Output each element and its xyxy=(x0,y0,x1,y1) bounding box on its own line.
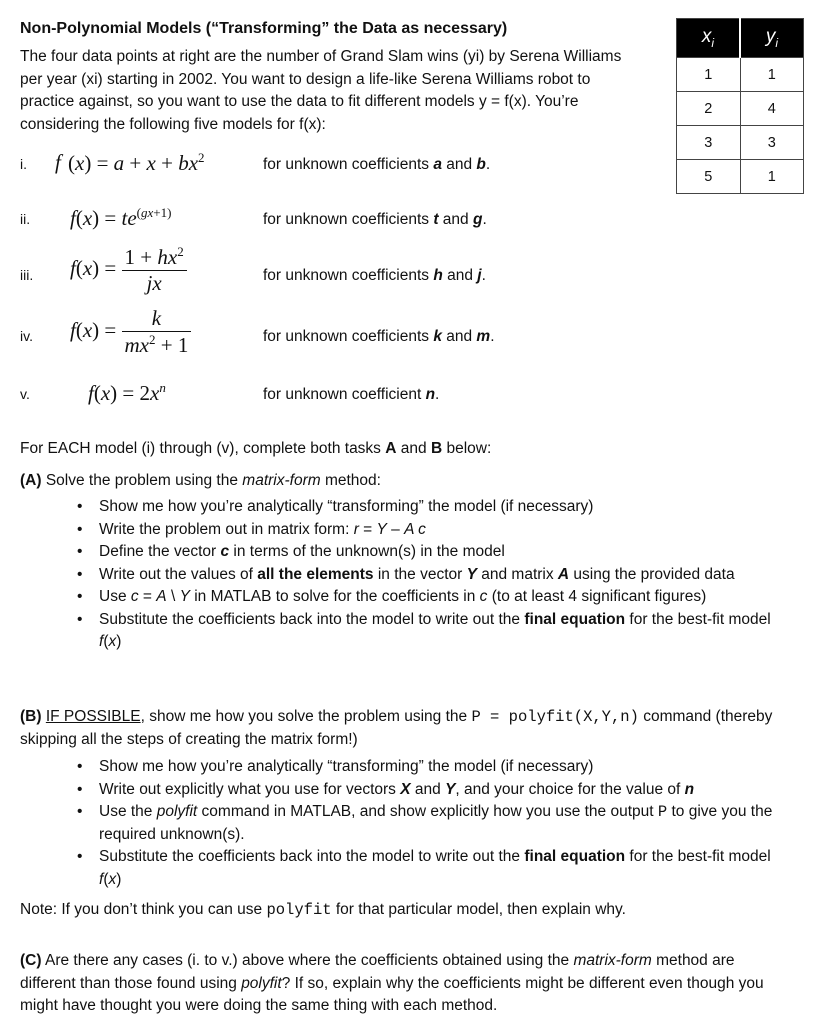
part-c-paragraph: (C) Are there any cases (i. to v.) above where the coefficients obtained using the matrix-form method are different than those found using polyfit? If so, explain why the coefficients might be different even though you might have thought you were doing the same thing with each method. xyxy=(20,952,764,1014)
model-iv xyxy=(0,306,670,371)
table-row xyxy=(677,58,804,92)
model-i xyxy=(0,150,670,190)
table-row xyxy=(677,92,804,126)
formula-i-rest: $(x) = a + x + bx^2$ xyxy=(68,150,205,175)
model-desc: for unknown coefficients h and j. xyxy=(263,267,486,284)
cell: 3 xyxy=(677,126,741,160)
note-line: Note: If you don’t think you can use polyfit for that particular model, then explain why. xyxy=(20,901,626,919)
model-iii xyxy=(0,240,670,305)
page-title: Non-Polynomial Models (“Transforming” the Data as necessary) xyxy=(20,20,508,37)
model-v xyxy=(0,378,670,418)
cell: 1 xyxy=(740,58,804,92)
list-item: • Show me how you’re analytically “transforming” the model (if necessary) xyxy=(77,496,797,519)
model-desc: for unknown coefficients a and b. xyxy=(263,156,491,173)
list-item: • Define the vector c in terms of the unknown(s) in the model xyxy=(77,541,797,564)
cell: 1 xyxy=(740,160,804,194)
part-b-list xyxy=(77,756,797,891)
list-item: • Substitute the coefficients back into the model to write out the final equation for the best-fit model f(x) xyxy=(77,846,797,891)
part-b-heading: (B) IF POSSIBLE, show me how you solve the problem using the P = polyfit(X,Y,n) command (thereby skipping all the steps of creating the matrix form!) xyxy=(20,708,773,748)
intro-paragraph: The four data points at right are the number of Grand Slam wins (yi) by Serena Williams per year (xi) starting in 2002. You want to design a life-like Serena Williams robot to practice against, so you want to use the data to fit different models y = f(x). You’re considering the following five models for f(x): xyxy=(20,48,622,133)
formula-i: f xyxy=(55,150,61,174)
list-item: • Substitute the coefficients back into the model to write out the final equation for the best-fit model f(x) xyxy=(77,609,797,654)
cell: 2 xyxy=(677,92,741,126)
table-row xyxy=(677,126,804,160)
list-item: • Write out explicitly what you use for vectors X and Y, and your choice for the value of n xyxy=(77,779,797,802)
model-ii xyxy=(0,203,670,243)
formula-iv: f(x) = $\frac{k}{mx^2 + 1}$ xyxy=(70,306,191,358)
table-row xyxy=(677,160,804,194)
data-table xyxy=(676,18,804,194)
model-number: i. xyxy=(20,156,27,172)
cell: 5 xyxy=(677,160,741,194)
list-item: • Show me how you’re analytically “transforming” the model (if necessary) xyxy=(77,756,797,779)
cell: 4 xyxy=(740,92,804,126)
model-desc: for unknown coefficient n. xyxy=(263,386,440,403)
model-desc: for unknown coefficients t and g. xyxy=(263,211,487,228)
list-item: • Use c = A \ Y in MATLAB to solve for the coefficients in c (to at least 4 significant figures) xyxy=(77,586,797,609)
table-header-x: $x_i$ xyxy=(677,19,741,58)
model-number: ii. xyxy=(20,211,31,227)
model-number: iv. xyxy=(20,328,33,344)
model-number: iii. xyxy=(20,267,34,283)
table-header-y: $y_i$ xyxy=(740,19,804,58)
list-item: • Write the problem out in matrix form: r = Y – A c xyxy=(77,519,797,542)
cell: 1 xyxy=(677,58,741,92)
part-a-list xyxy=(77,496,797,654)
list-item: • Write out the values of all the elements in the vector Y and matrix A using the provided data xyxy=(77,564,797,587)
formula-ii: $f(x) = te^{(gx+1)}$ xyxy=(70,205,172,230)
for-each-line: For EACH model (i) through (v), complete both tasks A and B below: xyxy=(20,440,492,457)
cell: 3 xyxy=(740,126,804,160)
model-number: v. xyxy=(20,386,30,402)
model-desc: for unknown coefficients k and m. xyxy=(263,328,495,345)
list-item: • Use the polyfit command in MATLAB, and show explicitly how you use the output P to give you the required unknown(s). xyxy=(77,801,797,846)
formula-v: $f(x) = 2x^n$ xyxy=(88,380,166,405)
formula-iii: f(x) = $\frac{1 + hx^2}{jx}$ xyxy=(70,244,187,296)
part-a-heading: (A) Solve the problem using the matrix-form method: xyxy=(20,472,381,489)
